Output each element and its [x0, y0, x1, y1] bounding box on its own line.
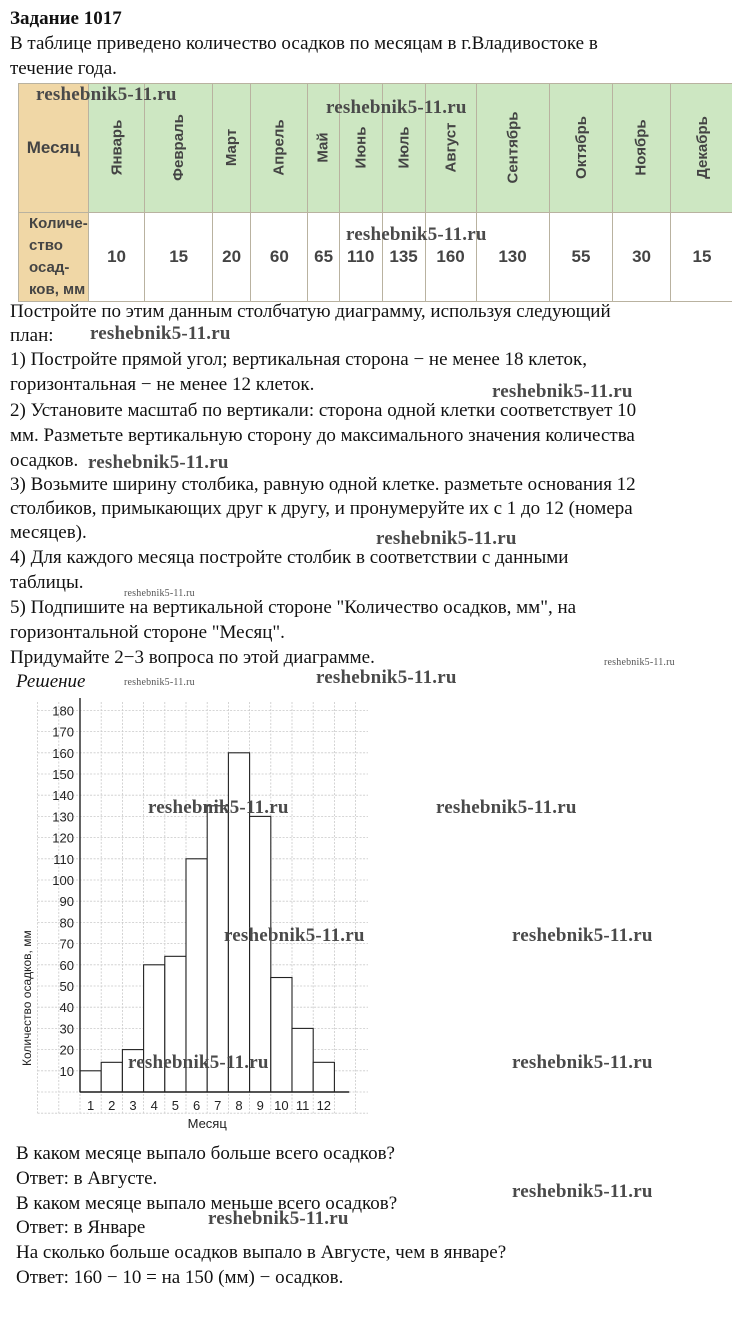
plan-line-9: столбиков, примыкающих друг к другу, и пронумеруйте их с 1 до 12 (номера: [10, 498, 633, 519]
y-tick-label: 170: [52, 724, 74, 740]
y-tick-label: 50: [59, 979, 74, 994]
value-header-line-1: Количе-: [29, 215, 88, 232]
bar-10: [271, 978, 292, 1092]
plan-line-11: 4) Для каждого месяца постройте столбик в соответствии с данными: [10, 547, 569, 568]
month-name: Февраль: [170, 114, 188, 181]
intro-line-1: В таблице приведено количество осадков по месяцам в г.Владивостоке в: [10, 33, 598, 54]
plan-line-8: 3) Возьмите ширину столбика, равную одной клетке. разметьте основания 12: [10, 474, 636, 495]
month-cell: [476, 84, 549, 213]
x-tick-label: 6: [192, 1098, 201, 1113]
y-tick-label: 110: [53, 851, 74, 867]
plan-line-10: месяцев).: [10, 522, 87, 543]
bar-9: [250, 816, 271, 1092]
value-header-line-2: ство осад-: [29, 237, 70, 276]
watermark: reshebnik5-11.ru: [326, 97, 467, 118]
watermark: reshebnik5-11.ru: [376, 528, 517, 549]
plan-line-7: осадков.: [10, 450, 79, 471]
month-name: Январь: [108, 119, 126, 176]
watermark: reshebnik5-11.ru: [512, 925, 653, 946]
value-cell: 10: [88, 213, 145, 302]
question-3: На сколько больше осадков выпало в Августе, чем в январе?: [16, 1242, 507, 1263]
y-tick-label: 150: [52, 767, 74, 782]
y-tick-label: 80: [59, 915, 74, 931]
watermark: reshebnik5-11.ru: [148, 797, 289, 818]
y-axis-label: Количество осадков, мм: [20, 930, 34, 1066]
bar-1: [80, 1071, 101, 1092]
value-cell: 15: [145, 213, 213, 302]
y-tick-label: 20: [59, 1042, 74, 1058]
value-cell: 65: [308, 213, 339, 302]
answer-2: Ответ: в Январе: [16, 1217, 146, 1238]
value-cell: 110: [339, 213, 382, 302]
month-cell: [549, 84, 613, 213]
watermark: reshebnik5-11.ru: [90, 323, 231, 344]
answer-3: Ответ: 160 − 10 = на 150 (мм) − осадков.: [16, 1267, 344, 1288]
watermark: reshebnik5-11.ru: [224, 925, 365, 946]
question-1: В каком месяце выпало больше всего осадков?: [16, 1143, 395, 1164]
plan-line-2: план:: [10, 325, 54, 346]
month-cell: [212, 84, 250, 213]
month-cell: [670, 84, 732, 213]
plan-line-14: горизонтальной стороне "Месяц".: [10, 622, 285, 643]
x-tick-label: 1: [86, 1098, 95, 1113]
y-tick-label: 130: [52, 809, 74, 825]
y-tick-label: 180: [52, 703, 74, 719]
plan-line-5: 2) Установите масштаб по вертикали: сторона одной клетки соответствует 10: [10, 400, 637, 421]
x-tick-label: 2: [108, 1098, 116, 1113]
x-tick-labels: [87, 1098, 331, 1113]
y-tick-label: 30: [59, 1021, 74, 1037]
watermark: reshebnik5-11.ru: [512, 1181, 653, 1202]
x-tick-label: 11: [295, 1098, 310, 1113]
month-cell: [251, 84, 308, 213]
value-header: [19, 213, 89, 302]
value-cell: 130: [476, 213, 549, 302]
x-tick-label: 10: [274, 1098, 289, 1113]
bar-7: [207, 806, 228, 1092]
intro-line-2: течение года.: [10, 58, 117, 79]
bar-12: [313, 1062, 334, 1092]
value-cell: 60: [251, 213, 308, 302]
value-cell: 30: [613, 213, 670, 302]
watermark: reshebnik5-11.ru: [36, 84, 177, 105]
y-tick-label: 40: [59, 1000, 74, 1016]
watermark: reshebnik5-11.ru: [208, 1208, 349, 1229]
x-tick-label: 3: [129, 1098, 137, 1113]
month-name: Июнь: [352, 126, 370, 169]
x-tick-label: 4: [150, 1098, 158, 1113]
value-cell: 160: [425, 213, 476, 302]
x-tick-label: 5: [171, 1098, 180, 1113]
y-tick-label: 120: [52, 830, 74, 846]
month-name: Ноябрь: [633, 119, 651, 176]
y-tick-label: 10: [59, 1063, 74, 1079]
month-name: Май: [315, 132, 333, 163]
month-name: Сентябрь: [504, 111, 522, 184]
watermark: reshebnik5-11.ru: [604, 657, 675, 668]
bar-11: [292, 1028, 313, 1092]
plan-line-3: 1) Постройте прямой угол; вертикальная сторона − не менее 18 клеток,: [10, 349, 587, 370]
value-cell: 15: [670, 213, 732, 302]
month-name: Октябрь: [572, 116, 590, 179]
plan-line-6: мм. Разметьте вертикальную сторону до максимального значения количества: [10, 425, 635, 446]
plan-line-12: таблицы.: [10, 572, 84, 593]
x-tick-label: 8: [235, 1098, 243, 1113]
watermark: reshebnik5-11.ru: [346, 224, 487, 245]
month-name: Июль: [395, 126, 413, 169]
solution-label: Решение: [16, 671, 86, 692]
value-cell: 135: [382, 213, 425, 302]
plan-line-13: 5) Подпишите на вертикальной стороне "Количество осадков, мм", на: [10, 597, 577, 618]
bar-2: [101, 1062, 122, 1092]
watermark: reshebnik5-11.ru: [316, 667, 457, 688]
month-cell: [613, 84, 670, 213]
watermark: reshebnik5-11.ru: [124, 588, 195, 599]
month-name: Декабрь: [693, 116, 711, 179]
y-tick-label: 100: [52, 873, 74, 888]
watermark: reshebnik5-11.ru: [128, 1052, 269, 1073]
plan-line-15: Придумайте 2−3 вопроса по этой диаграмме.: [10, 647, 375, 668]
watermark: reshebnik5-11.ru: [512, 1052, 653, 1073]
y-tick-label: 90: [59, 894, 74, 910]
y-tick-label: 60: [59, 957, 74, 973]
y-tick-labels: [52, 703, 74, 1078]
watermark: reshebnik5-11.ru: [124, 677, 195, 688]
y-tick-label: 70: [59, 936, 74, 952]
watermark: reshebnik5-11.ru: [436, 797, 577, 818]
value-cell: 20: [212, 213, 250, 302]
question-2: В каком месяце выпало меньше всего осадков?: [16, 1193, 398, 1214]
value-header-line-3: ков, мм: [29, 281, 86, 298]
x-axis-label: Месяц: [187, 1116, 227, 1131]
y-tick-label: 140: [52, 788, 74, 804]
watermark: reshebnik5-11.ru: [492, 381, 633, 402]
x-tick-label: 12: [316, 1098, 332, 1113]
x-tick-label: 9: [256, 1098, 264, 1113]
y-tick-label: 160: [52, 745, 74, 761]
value-cell: 55: [549, 213, 613, 302]
plan-line-4: горизонтальная − не менее 12 клеток.: [10, 374, 315, 395]
plan-line-1: Постройте по этим данным столбчатую диаграмму, используя следующий: [10, 301, 611, 322]
month-name: Март: [223, 128, 241, 167]
month-name: Август: [442, 122, 460, 173]
task-title: Задание 1017: [10, 8, 122, 29]
x-tick-label: 7: [214, 1098, 222, 1113]
answer-1: Ответ: в Августе.: [16, 1168, 158, 1189]
month-header: Месяц: [19, 84, 89, 213]
month-name: Апрель: [270, 119, 288, 176]
watermark: reshebnik5-11.ru: [88, 452, 229, 473]
